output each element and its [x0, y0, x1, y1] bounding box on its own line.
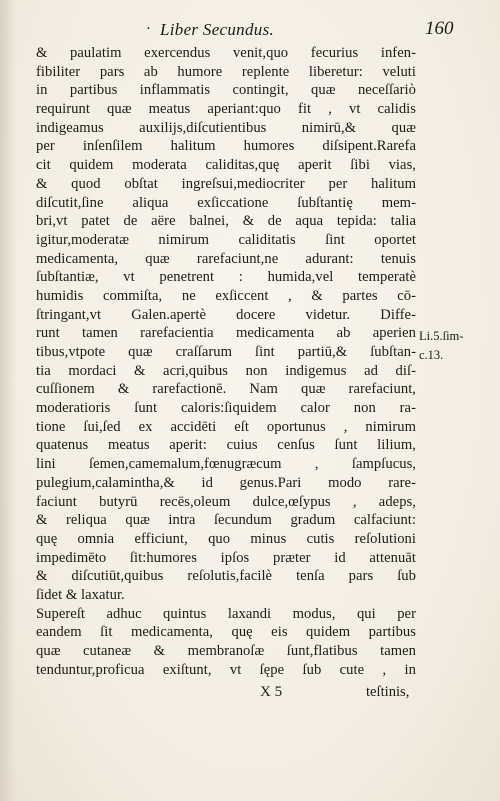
text-line: medicamenta, quæ rarefaciunt,ne adurant: tenuis	[36, 250, 416, 267]
text-line: Supereſt adhuc quintus laxandi modus, qui per	[36, 605, 416, 622]
text-line: & paulatim exercendus venit,quo fecurius infen-	[36, 45, 416, 61]
signature-mark: X 5	[260, 684, 283, 700]
text-line: in partibus inflammatis contingit, quæ neceſſariò	[36, 82, 416, 99]
page-footer	[0, 680, 500, 704]
text-line: igitur,moderatæ nimirum caliditatis ſint oportet	[36, 231, 416, 248]
marginal-citation-line: c.13.	[419, 347, 444, 362]
text-line: ſtringant,vt Galen.apertè docere videtur. Diffe-	[36, 306, 416, 323]
text-line: eandem ſit medicamenta, quę eis quidem partibus	[36, 624, 416, 641]
text-line: requirunt quæ meatus aperiant:quo fit , vt calidis	[36, 101, 416, 118]
text-line: quæ cutaneæ & membranoſæ ſunt,flatibus tamen	[36, 643, 416, 659]
text-line: fibiliter pars ab humore replente liberetur: veluti	[36, 63, 416, 80]
folio-number: 160	[425, 18, 454, 39]
text-line: moderatioris ſunt caloris:ſiquidem calor non ra-	[36, 400, 416, 417]
text-line: ſubſtantiæ, vt penetrent : humida,vel temperatè	[36, 269, 416, 286]
text-line: lini ſemen,camemalum,fœnugræcum , ſampſucus,	[36, 456, 416, 473]
text-line: cit quidem moderata caliditas,quę aperit ſibi vias,	[36, 157, 416, 174]
text-line: diſcutit,ſine aliqua exſiccatione ſubſtantię mem-	[36, 194, 416, 211]
text-line: quę omnia efficiunt, quo minus cutis reſolutioni	[36, 530, 416, 547]
text-line: tibus,vtpote quæ craſſarum ſint partiū,& ſubſtan-	[36, 344, 416, 360]
text-line: & diſcutiūt,quibus reſolutis,facilè tenſa pars ſub	[36, 568, 416, 585]
text-line: cuſſionem & rarefactionē. Nam quæ rarefaciunt,	[36, 381, 416, 398]
text-line: humidis commiſta, ne exſiccent , & partes cō-	[36, 287, 416, 304]
running-head-mark: ·	[146, 21, 151, 37]
text-line: tenduntur,proficua exiſtunt, vt ſępe ſub cute , in	[36, 661, 416, 678]
running-head-title: Liber Secundus.	[160, 20, 275, 39]
marginal-citation-line: Li.5.ſim-	[419, 329, 464, 343]
text-line: tia mordaci & acri,quibus non indigemus ad diſ-	[36, 362, 416, 379]
text-line: per inſenſilem halitum humores diſsipent.Rarefa	[36, 138, 416, 155]
text-line: & reliqua quæ intra ſecundum gradum calfaciunt:	[36, 512, 416, 529]
text-line: pulegium,calamintha,& id genus.Pari modo rare-	[36, 474, 416, 491]
text-line: & quod obſtat ingreſsui,mediocriter per halitum	[36, 175, 416, 192]
text-line: impedimēto ſit:humores ipſos præter id attenuāt	[36, 549, 416, 566]
text-line: faciunt butyrū recēs,oleum dulce,œſypus , adeps,	[36, 493, 416, 510]
main-text-block	[36, 44, 416, 679]
text-line: indigeamus auxilijs,diſcutientibus nimirū,& quæ	[36, 119, 416, 136]
text-line: runt tamen rarefacientia medicamenta ab aperien	[36, 325, 416, 342]
running-head	[0, 16, 500, 40]
text-line: tione ſui,ſed ex accidēti eſt oportunus , nimirum	[36, 418, 416, 435]
marginal-citation	[419, 327, 489, 364]
text-line: quatenus meatus aperit: cuius cenſus ſunt lilium,	[36, 437, 416, 454]
text-line: ſidet & laxatur.	[36, 586, 125, 603]
text-line: bri,vt patet de aëre balnei, & de aqua tepida: talia	[36, 213, 416, 230]
catchword: teſtinis,	[366, 684, 410, 700]
